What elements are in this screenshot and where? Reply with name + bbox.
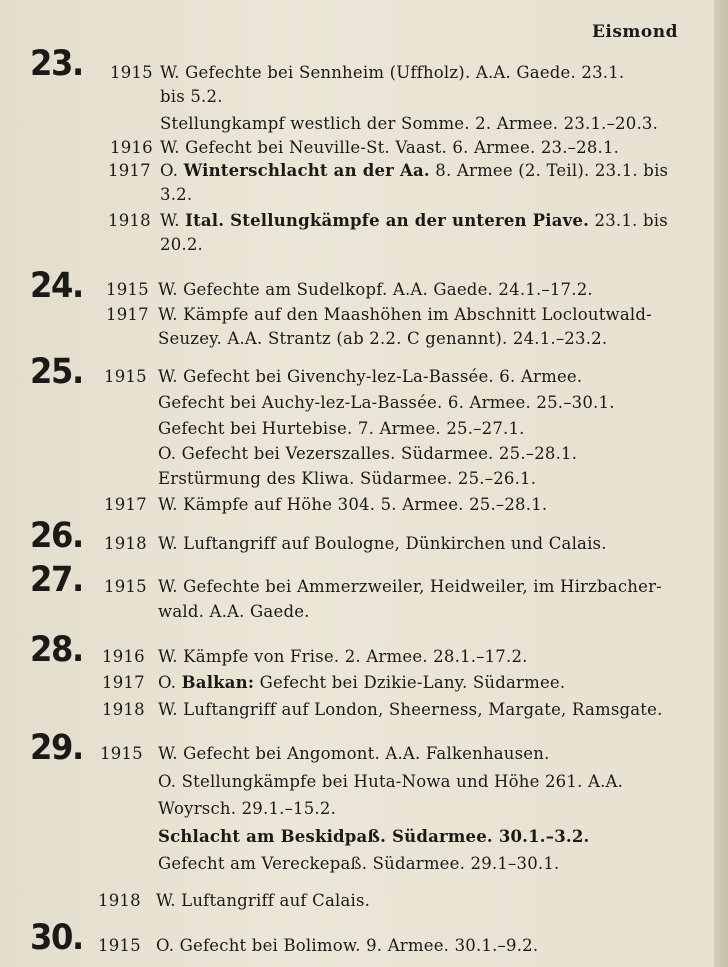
entry-text: W. Kämpfe auf Höhe 304. 5. Armee. 25.–28.1. — [158, 495, 548, 514]
entry-year: 1918 — [98, 891, 141, 910]
day-number: 23. — [30, 44, 83, 84]
entry-text: W. Luftangriff auf Boulogne, Dünkirchen und Calais. — [158, 534, 607, 553]
entry-line: O. Stellungkämpfe bei Huta-Nowa und Höhe 261. A.A. — [158, 772, 624, 791]
bold-phrase: Balkan: — [181, 673, 255, 692]
day-number: 26. — [30, 516, 83, 556]
entry-text: W. Luftangriff auf Calais. — [156, 891, 371, 910]
entry-year: 1918 — [102, 700, 145, 719]
entry-text: W. Gefechte bei Sennheim (Uffholz). A.A. Gaede. 23.1. — [160, 63, 625, 82]
entry-year: 1915 — [104, 367, 147, 386]
entry-year: 1916 — [110, 138, 153, 157]
page-gutter — [714, 0, 728, 967]
entry-line: Erstürmung des Kliwa. Südarmee. 25.–26.1. — [158, 469, 537, 488]
entry-year: 1918 — [104, 534, 147, 553]
entry-text: O. Balkan: Gefecht bei Dzikie-Lany. Südarmee. — [158, 673, 566, 692]
day-number: 30. — [30, 918, 83, 958]
entry-year: 1915 — [100, 744, 143, 763]
entry-line: bis 5.2. — [160, 87, 223, 106]
entry-text: O. Gefecht bei Bolimow. 9. Armee. 30.1.–9.2. — [156, 936, 539, 955]
entry-year: 1917 — [106, 305, 149, 324]
entry-line: Schlacht am Beskidpaß. Südarmee. 30.1.–3.2. — [158, 827, 590, 846]
entry-line: 20.2. — [160, 235, 203, 254]
entry-text: W. Gefecht bei Angomont. A.A. Falkenhausen. — [158, 744, 550, 763]
entry-line: Woyrsch. 29.1.–15.2. — [158, 799, 337, 818]
bold-phrase: Ital. Stellungkämpfe an der unteren Piave. — [185, 211, 590, 230]
entry-year: 1915 — [104, 577, 147, 596]
entry-year: 1917 — [102, 673, 145, 692]
entry-text: W. Ital. Stellungkämpfe an der unteren Piave. 23.1. bis — [160, 211, 668, 230]
day-number: 24. — [30, 266, 83, 306]
entry-text: O. Winterschlacht an der Aa. 8. Armee (2. Teil). 23.1. bis — [160, 161, 669, 180]
entry-text: W. Kämpfe von Frise. 2. Armee. 28.1.–17.2. — [158, 647, 528, 666]
entry-line: Gefecht am Vereckepaß. Südarmee. 29.1–30.1. — [158, 854, 560, 873]
entry-line: wald. A.A. Gaede. — [158, 602, 310, 621]
day-number: 27. — [30, 560, 83, 600]
entry-line: Seuzey. A.A. Strantz (ab 2.2. C genannt). 24.1.–23.2. — [158, 329, 608, 348]
entry-text: W. Gefechte am Sudelkopf. A.A. Gaede. 24.1.–17.2. — [158, 280, 593, 299]
entry-line: O. Gefecht bei Vezerszalles. Südarmee. 25.–28.1. — [158, 444, 578, 463]
entry-line: Gefecht bei Hurtebise. 7. Armee. 25.–27.1. — [158, 419, 525, 438]
entry-text: W. Gefecht bei Givenchy-lez-La-Bassée. 6. Armee. — [158, 367, 583, 386]
day-number: 29. — [30, 728, 83, 768]
day-number: 25. — [30, 352, 83, 392]
entry-text: W. Luftangriff auf London, Sheerness, Margate, Ramsgate. — [158, 700, 663, 719]
entry-year: 1917 — [104, 495, 147, 514]
bold-phrase: Winterschlacht an der Aa. — [183, 161, 430, 180]
entry-year: 1915 — [106, 280, 149, 299]
entry-text: W. Kämpfe auf den Maashöhen im Abschnitt Locloutwald- — [158, 305, 652, 324]
entry-line: 3.2. — [160, 185, 193, 204]
page-header: Eismond — [591, 22, 678, 42]
entry-text: W. Gefecht bei Neuville-St. Vaast. 6. Armee. 23.–28.1. — [160, 138, 620, 157]
entry-line: Gefecht bei Auchy-lez-La-Bassée. 6. Armee. 25.–30.1. — [158, 393, 615, 412]
entry-line: Stellungkampf westlich der Somme. 2. Armee. 23.1.–20.3. — [160, 114, 659, 133]
entry-year: 1915 — [98, 936, 141, 955]
entry-year: 1918 — [108, 211, 151, 230]
entry-year: 1916 — [102, 647, 145, 666]
entry-year: 1915 — [110, 63, 153, 82]
entry-text: W. Gefechte bei Ammerzweiler, Heidweiler, im Hirzbacher- — [158, 577, 662, 596]
entry-year: 1917 — [108, 161, 151, 180]
day-number: 28. — [30, 630, 83, 670]
